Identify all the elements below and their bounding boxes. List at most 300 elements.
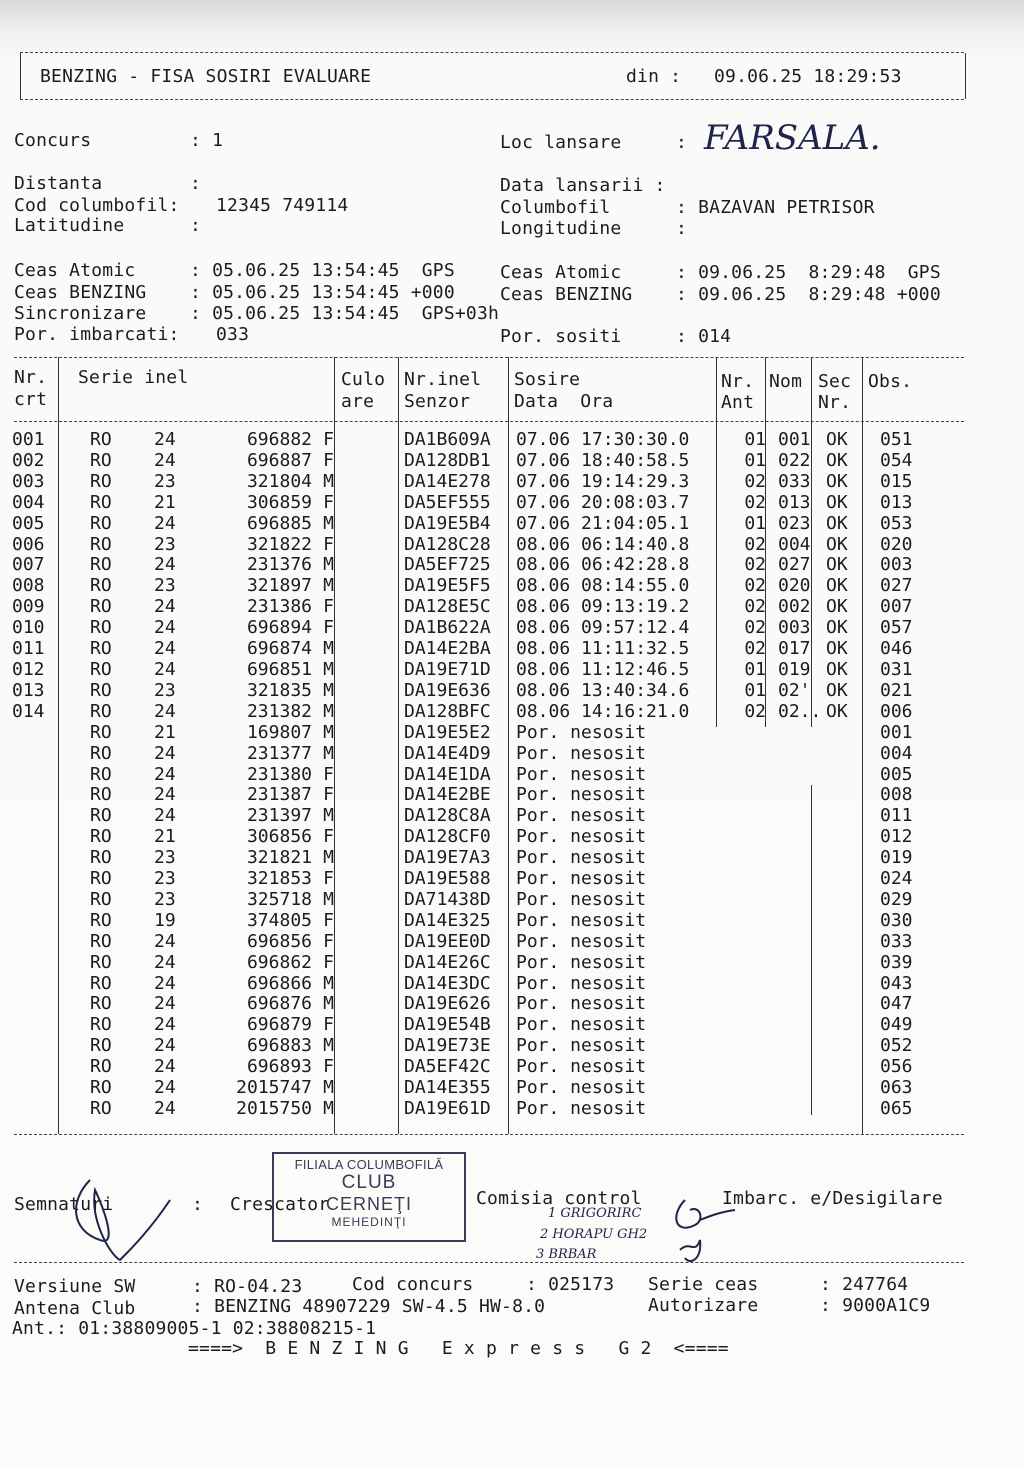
cell-year: 21 xyxy=(154,721,176,743)
cell-senzor: DA19E71D xyxy=(404,658,491,680)
cell-sec: OK xyxy=(826,533,848,555)
cell-antena xyxy=(724,1057,774,1078)
cell-country: RO xyxy=(90,638,112,660)
cell-nr-crt xyxy=(12,890,90,911)
cell-nom xyxy=(774,994,822,1015)
table-row xyxy=(12,869,940,890)
table-row xyxy=(12,932,940,953)
cell-sosire: Por. nesosit xyxy=(516,993,647,1015)
cell-nr-crt: 010 xyxy=(12,617,45,639)
ceas-atomic-value: : 05.06.25 13:54:45 GPS xyxy=(190,260,455,281)
table-top-border xyxy=(14,357,964,358)
cell-nr-crt xyxy=(12,744,90,765)
signature-comisia xyxy=(660,1180,750,1270)
cell-senzor: DA19E5B4 xyxy=(404,512,491,534)
cell-year: 24 xyxy=(154,742,176,764)
th-senzor: Senzor xyxy=(404,391,471,412)
cell-year: 23 xyxy=(154,679,176,701)
cell-obs: 029 xyxy=(880,888,913,910)
cell-senzor: DA19E73E xyxy=(404,1035,491,1057)
cell-ring-number: 696851 xyxy=(246,658,312,680)
table-row xyxy=(12,974,940,995)
cell-nr-crt xyxy=(12,994,90,1015)
cell-antena: 02 xyxy=(744,491,766,513)
longitudine-label: Longitudine xyxy=(500,218,622,239)
table-row xyxy=(12,597,940,618)
cell-ring-number: 696885 xyxy=(246,512,312,534)
cell-country: RO xyxy=(90,491,112,513)
cell-sex: F xyxy=(323,449,334,471)
cell-nr-crt: 013 xyxy=(12,679,45,701)
cell-sosire: Por. nesosit xyxy=(516,888,647,910)
cell-sosire: Por. nesosit xyxy=(516,763,647,785)
cod-concurs-value: : 025173 xyxy=(526,1274,615,1295)
cell-sec xyxy=(822,1036,874,1057)
cell-ring-number: 696893 xyxy=(246,1056,312,1078)
cell-sosire: Por. nesosit xyxy=(516,742,647,764)
cell-culoare xyxy=(340,493,400,514)
cell-obs: 065 xyxy=(880,1098,913,1119)
cell-sex: F xyxy=(323,617,334,639)
cell-country: RO xyxy=(90,909,112,931)
cod-columbofil-value: 12345 749114 xyxy=(216,195,349,216)
cell-sex: F xyxy=(323,868,334,890)
cell-nom: 004 xyxy=(778,533,811,555)
cell-sec xyxy=(822,1099,874,1120)
cell-nr-crt xyxy=(12,1036,90,1057)
cell-nr-crt: 003 xyxy=(12,470,45,492)
ceas-benzing2-value: : 09.06.25 8:29:48 +000 xyxy=(676,284,941,305)
cell-senzor: DA128E5C xyxy=(404,596,491,618)
cell-country: RO xyxy=(90,951,112,973)
cell-sec: OK xyxy=(826,638,848,660)
cell-obs: 005 xyxy=(880,763,913,785)
cell-obs: 049 xyxy=(880,1014,913,1036)
sositi-label: Por. sositi xyxy=(500,326,622,347)
cell-sosire: 08.06 09:13:19.2 xyxy=(516,596,690,618)
cell-senzor: DA5EF42C xyxy=(404,1056,491,1078)
table-row xyxy=(12,514,940,535)
signature-bottom-border xyxy=(14,1262,964,1263)
antena-club-label: Antena Club xyxy=(14,1298,136,1319)
cell-antena xyxy=(724,1015,774,1036)
table-row xyxy=(12,472,940,493)
table-row xyxy=(12,723,940,744)
loc-lansare-label: Loc lansare xyxy=(500,132,622,153)
cell-ring-number: 696894 xyxy=(246,617,312,639)
commission-member-2: 2 HORAPU GH2 xyxy=(540,1227,648,1242)
cell-obs: 006 xyxy=(880,700,913,722)
cell-senzor: DA128C8A xyxy=(404,805,491,827)
cell-ring-number: 306856 xyxy=(246,826,312,848)
cell-country: RO xyxy=(90,658,112,680)
cell-nom: 001 xyxy=(778,429,811,450)
cell-sex: M xyxy=(323,1035,334,1057)
cell-sex: F xyxy=(323,909,334,931)
cell-obs: 030 xyxy=(880,909,913,931)
cell-year: 24 xyxy=(154,993,176,1015)
cell-obs: 051 xyxy=(880,429,913,450)
cell-year: 24 xyxy=(154,784,176,806)
cell-ring-number: 374805 xyxy=(246,909,312,931)
cell-sosire: Por. nesosit xyxy=(516,847,647,869)
cell-antena xyxy=(724,994,774,1015)
cell-senzor: DA1B622A xyxy=(404,617,491,639)
cell-year: 24 xyxy=(154,951,176,973)
cell-nom xyxy=(774,785,822,806)
ceas-atomic2-value: : 09.06.25 8:29:48 GPS xyxy=(676,262,941,283)
cell-year: 24 xyxy=(154,617,176,639)
cell-sex: M xyxy=(323,805,334,827)
cell-obs: 021 xyxy=(880,679,913,701)
cell-nom xyxy=(774,1057,822,1078)
cell-antena xyxy=(724,827,774,848)
cell-senzor: DA5EF725 xyxy=(404,554,491,576)
th-serie-inel: Serie inel xyxy=(78,367,189,388)
cell-country: RO xyxy=(90,763,112,785)
cell-nr-crt: 001 xyxy=(12,429,45,450)
cell-year: 24 xyxy=(154,596,176,618)
cell-sosire: 08.06 06:14:40.8 xyxy=(516,533,690,555)
ceas-benzing2-label: Ceas BENZING xyxy=(500,284,633,305)
autorizare-value: : 9000A1C9 xyxy=(820,1295,931,1316)
cell-nom: 003 xyxy=(778,617,811,639)
cell-sex: M xyxy=(323,721,334,743)
cell-sec xyxy=(822,890,874,911)
antena-club-value: : BENZING 48907229 SW-4.5 HW-8.0 xyxy=(192,1296,546,1317)
cell-sec xyxy=(822,994,874,1015)
cell-senzor: DA128BFC xyxy=(404,700,491,722)
cell-nr-crt: 005 xyxy=(12,512,45,534)
cell-nom xyxy=(774,827,822,848)
cell-sec xyxy=(822,723,874,744)
longitudine-value: : xyxy=(676,218,688,239)
cell-antena xyxy=(724,890,774,911)
cell-year: 23 xyxy=(154,868,176,890)
cell-obs: 031 xyxy=(880,658,913,680)
table-row xyxy=(12,681,940,702)
cell-ring-number: 231387 xyxy=(246,784,312,806)
th-nr: Nr. xyxy=(14,367,48,388)
cell-sosire: Por. nesosit xyxy=(516,805,647,827)
cell-nr-crt xyxy=(12,848,90,869)
cell-senzor: DA19E636 xyxy=(404,679,491,701)
cell-sosire: 08.06 09:57:12.4 xyxy=(516,617,690,639)
cell-sec: OK xyxy=(826,429,848,450)
cell-ring-number: 696874 xyxy=(246,638,312,660)
th-obs: Obs. xyxy=(868,371,913,392)
cell-nr-crt xyxy=(12,932,90,953)
date-label: din : xyxy=(626,66,682,87)
cell-nr-crt xyxy=(12,723,90,744)
cell-antena xyxy=(724,744,774,765)
cell-antena xyxy=(724,765,774,786)
cell-sosire: 07.06 19:14:29.3 xyxy=(516,470,690,492)
cell-country: RO xyxy=(90,742,112,764)
cod-columbofil-label: Cod columbofil: xyxy=(14,195,180,216)
cell-country: RO xyxy=(90,826,112,848)
cell-nr-crt: 008 xyxy=(12,575,45,597)
cell-nom xyxy=(774,869,822,890)
cell-nom: 017 xyxy=(778,638,811,660)
cell-country: RO xyxy=(90,868,112,890)
cell-nom: 002 xyxy=(778,596,811,618)
cell-nom: 023 xyxy=(778,512,811,534)
cell-country: RO xyxy=(90,993,112,1015)
table-row xyxy=(12,1015,940,1036)
cell-culoare xyxy=(340,974,400,995)
cell-sosire: 08.06 11:12:46.5 xyxy=(516,658,690,680)
cell-sec xyxy=(822,785,874,806)
table-row xyxy=(12,493,940,514)
cell-nr-crt: 011 xyxy=(12,638,45,660)
cell-sec xyxy=(822,1078,874,1099)
cell-antena xyxy=(724,974,774,995)
cell-nr-crt xyxy=(12,785,90,806)
th-sec-1: Sec xyxy=(818,371,852,392)
cell-sex: F xyxy=(323,491,334,513)
cell-obs: 033 xyxy=(880,930,913,952)
cell-ring-number: 2015747 xyxy=(236,1077,312,1099)
cell-ring-number: 321853 xyxy=(246,868,312,890)
cell-ring-number: 696879 xyxy=(246,1014,312,1036)
cell-obs: 019 xyxy=(880,847,913,869)
cell-year: 24 xyxy=(154,700,176,722)
arrivals-table xyxy=(12,430,940,1120)
cell-antena xyxy=(724,723,774,744)
cell-ring-number: 325718 xyxy=(246,888,312,910)
cell-sec: OK xyxy=(826,575,848,597)
cell-year: 24 xyxy=(154,658,176,680)
cell-sosire: Por. nesosit xyxy=(516,1098,647,1119)
cell-ring-number: 321897 xyxy=(246,575,312,597)
cell-sosire: Por. nesosit xyxy=(516,868,647,890)
cell-antena xyxy=(724,806,774,827)
cell-nom xyxy=(774,953,822,974)
stamp-line-1: FILIALA COLUMBOFILĂ xyxy=(294,1157,444,1172)
cell-culoare xyxy=(340,1015,400,1036)
cell-country: RO xyxy=(90,721,112,743)
stamp-line-3: CERNEŢI xyxy=(325,1194,412,1214)
cell-ring-number: 321821 xyxy=(246,847,312,869)
cell-year: 23 xyxy=(154,470,176,492)
cell-year: 24 xyxy=(154,763,176,785)
cell-nom xyxy=(774,744,822,765)
cell-ring-number: 231386 xyxy=(246,596,312,618)
cell-culoare xyxy=(340,765,400,786)
distanta-value: : xyxy=(190,173,202,194)
cell-nom xyxy=(774,1015,822,1036)
columbofil-label: Columbofil xyxy=(500,197,611,218)
cell-obs: 027 xyxy=(880,575,913,597)
th-sosire: Sosire xyxy=(514,369,581,390)
cell-sec xyxy=(822,806,874,827)
cell-sex: M xyxy=(323,512,334,534)
cell-ring-number: 231376 xyxy=(246,554,312,576)
imbarcati-value: 033 xyxy=(216,324,250,345)
cell-culoare xyxy=(340,597,400,618)
cell-obs: 056 xyxy=(880,1056,913,1078)
cell-antena: 01 xyxy=(744,512,766,534)
cell-obs: 063 xyxy=(880,1077,913,1099)
cell-nr-crt xyxy=(12,1078,90,1099)
concurs-value: : 1 xyxy=(190,130,224,151)
cell-nr-crt xyxy=(12,827,90,848)
cell-sosire: 08.06 13:40:34.6 xyxy=(516,679,690,701)
cell-culoare xyxy=(340,639,400,660)
table-row xyxy=(12,535,940,556)
cell-year: 24 xyxy=(154,638,176,660)
cell-sosire: Por. nesosit xyxy=(516,972,647,994)
cell-senzor: DA128CF0 xyxy=(404,826,491,848)
cell-country: RO xyxy=(90,512,112,534)
cell-year: 24 xyxy=(154,930,176,952)
ceas-atomic2-label: Ceas Atomic xyxy=(500,262,622,283)
cell-sosire: 08.06 08:14:55.0 xyxy=(516,575,690,597)
imbarcati-label: Por. imbarcati: xyxy=(14,324,180,345)
cell-senzor: DA14E26C xyxy=(404,951,491,973)
antenna-ids: Ant.: 01:38809005-1 02:38808215-1 xyxy=(12,1318,377,1339)
cell-antena: 02 xyxy=(744,575,766,597)
sositi-value: : 014 xyxy=(676,326,732,347)
table-row xyxy=(12,890,940,911)
cell-sex: F xyxy=(323,826,334,848)
cell-nom xyxy=(774,890,822,911)
th-nr-inel: Nr.inel xyxy=(404,369,482,390)
table-row xyxy=(12,911,940,932)
cell-obs: 053 xyxy=(880,512,913,534)
cell-sex: F xyxy=(323,951,334,973)
table-row xyxy=(12,953,940,974)
cell-culoare xyxy=(340,994,400,1015)
cell-sec xyxy=(822,932,874,953)
cell-nr-crt: 014 xyxy=(12,700,45,722)
crescator-label: Crescator xyxy=(230,1194,330,1215)
cell-culoare xyxy=(340,535,400,556)
cell-nom: 033 xyxy=(778,470,811,492)
cell-culoare xyxy=(340,430,400,451)
table-row xyxy=(12,430,940,451)
cell-year: 23 xyxy=(154,533,176,555)
latitudine-label: Latitudine xyxy=(14,215,125,236)
cell-senzor: DA128C28 xyxy=(404,533,491,555)
cell-obs: 039 xyxy=(880,951,913,973)
cell-country: RO xyxy=(90,533,112,555)
stamp-line-4: MEHEDINŢI xyxy=(331,1215,407,1229)
cell-nom: 013 xyxy=(778,491,811,513)
cell-sex: M xyxy=(323,700,334,722)
distanta-label: Distanta xyxy=(14,173,103,194)
cell-culoare xyxy=(340,514,400,535)
cell-obs: 043 xyxy=(880,972,913,994)
cell-culoare xyxy=(340,1057,400,1078)
th-sec-2: Nr. xyxy=(818,392,852,413)
cell-antena xyxy=(724,848,774,869)
header-bottom-border xyxy=(20,99,964,100)
cell-senzor: DA19E5E2 xyxy=(404,721,491,743)
club-stamp xyxy=(272,1152,466,1242)
cell-antena: 01 xyxy=(744,658,766,680)
cell-sec: OK xyxy=(826,679,848,701)
cell-country: RO xyxy=(90,700,112,722)
cell-sex: M xyxy=(323,554,334,576)
cell-year: 23 xyxy=(154,888,176,910)
cell-sec xyxy=(822,869,874,890)
cell-culoare xyxy=(340,451,400,472)
cell-ring-number: 306859 xyxy=(246,491,312,513)
versiune-sw-label: Versiune SW xyxy=(14,1276,136,1297)
cell-sosire: Por. nesosit xyxy=(516,1077,647,1099)
cell-nr-crt xyxy=(12,974,90,995)
cell-senzor: DA5EF555 xyxy=(404,491,491,513)
commission-member-3: 3 BRBAR xyxy=(536,1247,597,1262)
cell-sosire: Por. nesosit xyxy=(516,951,647,973)
th-culoare-2: are xyxy=(341,391,375,412)
table-row xyxy=(12,994,940,1015)
cell-sec: OK xyxy=(826,700,848,722)
cell-obs: 004 xyxy=(880,742,913,764)
cell-year: 21 xyxy=(154,491,176,513)
cell-culoare xyxy=(340,785,400,806)
cell-ring-number: 231397 xyxy=(246,805,312,827)
table-row xyxy=(12,1036,940,1057)
cell-sex: M xyxy=(323,470,334,492)
cell-sec xyxy=(822,827,874,848)
cell-obs: 054 xyxy=(880,449,913,471)
cell-ring-number: 231382 xyxy=(246,700,312,722)
cell-year: 24 xyxy=(154,429,176,450)
table-row xyxy=(12,806,940,827)
ceas-benzing-label: Ceas BENZING xyxy=(14,282,147,303)
cell-antena xyxy=(724,953,774,974)
cell-country: RO xyxy=(90,617,112,639)
cell-senzor: DA14E4D9 xyxy=(404,742,491,764)
cell-senzor: DA14E3DC xyxy=(404,972,491,994)
cell-sex: F xyxy=(323,596,334,618)
cell-country: RO xyxy=(90,554,112,576)
stamp-line-2: CLUB xyxy=(341,1172,397,1193)
table-row xyxy=(12,702,940,723)
cell-ring-number: 2015750 xyxy=(236,1098,312,1119)
cell-sex: F xyxy=(323,533,334,555)
cell-nr-crt xyxy=(12,869,90,890)
cell-nom: 02' xyxy=(778,679,811,701)
cell-sosire: 07.06 20:08:03.7 xyxy=(516,491,690,513)
cell-country: RO xyxy=(90,972,112,994)
sincronizare-label: Sincronizare xyxy=(14,303,147,324)
cell-sex: F xyxy=(323,1056,334,1078)
cell-nr-crt: 004 xyxy=(12,491,45,513)
cell-country: RO xyxy=(90,1056,112,1078)
cell-antena xyxy=(724,1078,774,1099)
concurs-label: Concurs xyxy=(14,130,92,151)
cod-concurs-label: Cod concurs xyxy=(352,1274,474,1295)
cell-ring-number: 231380 xyxy=(246,763,312,785)
cell-ring-number: 231377 xyxy=(246,742,312,764)
serie-ceas-value: : 247764 xyxy=(820,1274,909,1295)
latitudine-value: : xyxy=(190,215,202,236)
table-row xyxy=(12,1078,940,1099)
cell-nom xyxy=(774,723,822,744)
cell-country: RO xyxy=(90,930,112,952)
cell-sec xyxy=(822,848,874,869)
cell-sex: F xyxy=(323,930,334,952)
cell-nr-crt xyxy=(12,1099,90,1120)
cell-nom xyxy=(774,911,822,932)
cell-ring-number: 696856 xyxy=(246,930,312,952)
cell-senzor: DA14E355 xyxy=(404,1077,491,1099)
cell-sec xyxy=(822,953,874,974)
